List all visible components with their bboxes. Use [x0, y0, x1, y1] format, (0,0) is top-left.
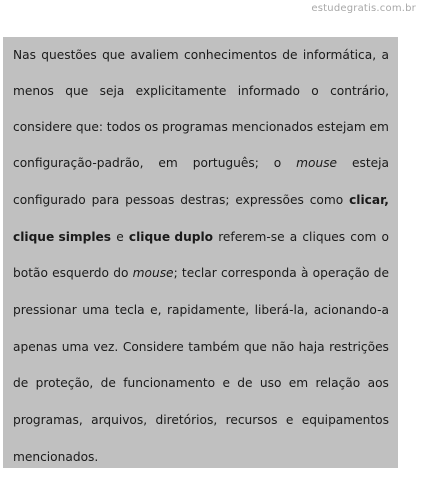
- paragraph-word: e: [116, 230, 124, 244]
- paragraph-word: de: [282, 48, 298, 62]
- paragraph-word: que:: [75, 120, 103, 134]
- paragraph-word: a: [289, 230, 298, 244]
- paragraph-line: [13, 152, 389, 174]
- paragraph-word: como: [309, 193, 344, 207]
- paragraph-word: o: [311, 84, 319, 98]
- paragraph-word: pessoas: [125, 193, 175, 207]
- paragraph-word: referem-se: [218, 230, 285, 244]
- paragraph-word: clicar,: [349, 193, 389, 207]
- paragraph-word: que: [243, 340, 267, 354]
- paragraph-word: programas,: [13, 413, 83, 427]
- paragraph-word: seja: [99, 84, 125, 98]
- paragraph-word: esteja: [351, 156, 389, 170]
- paragraph-word: mencionados.: [13, 450, 99, 464]
- paragraph-word: operação: [312, 266, 370, 280]
- paragraph-word: botão: [13, 266, 48, 280]
- paragraph-word: vez.: [93, 340, 119, 354]
- paragraph-word: de: [13, 376, 29, 390]
- paragraph-word: configuração-padrão,: [13, 156, 144, 170]
- paragraph-word: do: [113, 266, 129, 280]
- paragraph-word: Nas: [13, 48, 36, 62]
- paragraph-word: clique simples: [13, 230, 112, 244]
- paragraph-word: e: [222, 376, 230, 390]
- paragraph-line: [13, 189, 389, 211]
- paragraph-line: [13, 299, 389, 321]
- paragraph-word: de: [373, 266, 389, 280]
- paragraph-word: com: [350, 230, 377, 244]
- paragraph-word: à: [300, 266, 309, 280]
- paragraph-word: apenas: [13, 340, 58, 354]
- paragraph-word: diretórios,: [155, 413, 218, 427]
- paragraph-word: português;: [192, 156, 259, 170]
- paragraph-word: Considere: [122, 340, 184, 354]
- paragraph-word: mouse: [296, 156, 338, 170]
- paragraph-word: uma: [61, 340, 89, 354]
- paragraph-word: de: [237, 376, 253, 390]
- paragraph-word: menos: [13, 84, 54, 98]
- site-watermark: estudegratis.com.br: [311, 3, 416, 14]
- paragraph-word: explicitamente: [135, 84, 227, 98]
- paragraph-word: considere: [13, 120, 73, 134]
- paragraph-line: [13, 446, 389, 468]
- paragraph-word: teclar: [181, 266, 217, 280]
- paragraph-word: uma: [82, 303, 110, 317]
- paragraph-word: todos: [106, 120, 141, 134]
- paragraph-word: conhecimentos: [184, 48, 277, 62]
- paragraph-word: arquivos,: [91, 413, 148, 427]
- paragraph-word: informática,: [302, 48, 377, 62]
- paragraph-word: destras;: [180, 193, 230, 207]
- paragraph-word: em: [369, 120, 389, 134]
- paragraph-word: equipamentos: [301, 413, 389, 427]
- paragraph-word: em: [158, 156, 178, 170]
- paragraph-word: em: [288, 376, 309, 390]
- paragraph-word: o: [381, 230, 389, 244]
- paragraph-word: avaliem: [130, 48, 179, 62]
- paragraph-word: contrário,: [330, 84, 389, 98]
- paragraph-word: cliques: [302, 230, 346, 244]
- paragraph-word: informado: [237, 84, 300, 98]
- paragraph-line: [13, 372, 389, 394]
- paragraph-line: [13, 226, 389, 248]
- paragraph-word: liberá-la,: [254, 303, 309, 317]
- instructions-box: [3, 37, 398, 468]
- paragraph-word: uso: [259, 376, 282, 390]
- paragraph-word: relação: [315, 376, 361, 390]
- paragraph-word: questões: [41, 48, 97, 62]
- paragraph-word: para: [91, 193, 120, 207]
- paragraph-word: que: [65, 84, 89, 98]
- paragraph-word: estejam: [316, 120, 366, 134]
- paragraph-word: rapidamente,: [167, 303, 250, 317]
- paragraph-word: pressionar: [13, 303, 77, 317]
- paragraph-word: também: [188, 340, 240, 354]
- paragraph-word: proteção,: [35, 376, 94, 390]
- paragraph-word: mouse;: [132, 266, 178, 280]
- paragraph-word: os: [144, 120, 159, 134]
- paragraph-line: [13, 336, 389, 358]
- paragraph-word: programas: [162, 120, 228, 134]
- paragraph-line: [13, 116, 389, 138]
- paragraph-word: restrições: [329, 340, 389, 354]
- paragraph-line: [13, 44, 389, 66]
- paragraph-word: não: [271, 340, 295, 354]
- paragraph-word: e,: [150, 303, 162, 317]
- paragraph-word: esquerdo: [52, 266, 109, 280]
- paragraph-word: mencionados: [231, 120, 314, 134]
- paragraph-word: haja: [298, 340, 325, 354]
- paragraph-word: funcionamento: [123, 376, 216, 390]
- paragraph-word: expressões: [235, 193, 304, 207]
- paragraph-word: de: [100, 376, 116, 390]
- paragraph-word: o: [273, 156, 282, 170]
- paragraph-line: [13, 262, 389, 284]
- paragraph-word: aos: [367, 376, 389, 390]
- paragraph-word: corresponda: [221, 266, 297, 280]
- paragraph-line: [13, 409, 389, 431]
- paragraph-line: [13, 80, 389, 102]
- paragraph-word: a: [381, 48, 389, 62]
- paragraph-word: tecla: [114, 303, 145, 317]
- paragraph-word: configurado: [13, 193, 86, 207]
- paragraph-word: clique duplo: [128, 230, 214, 244]
- paragraph-word: acionando-a: [313, 303, 389, 317]
- paragraph-word: que: [102, 48, 126, 62]
- paragraph-word: recursos: [225, 413, 278, 427]
- paragraph-word: e: [285, 413, 294, 427]
